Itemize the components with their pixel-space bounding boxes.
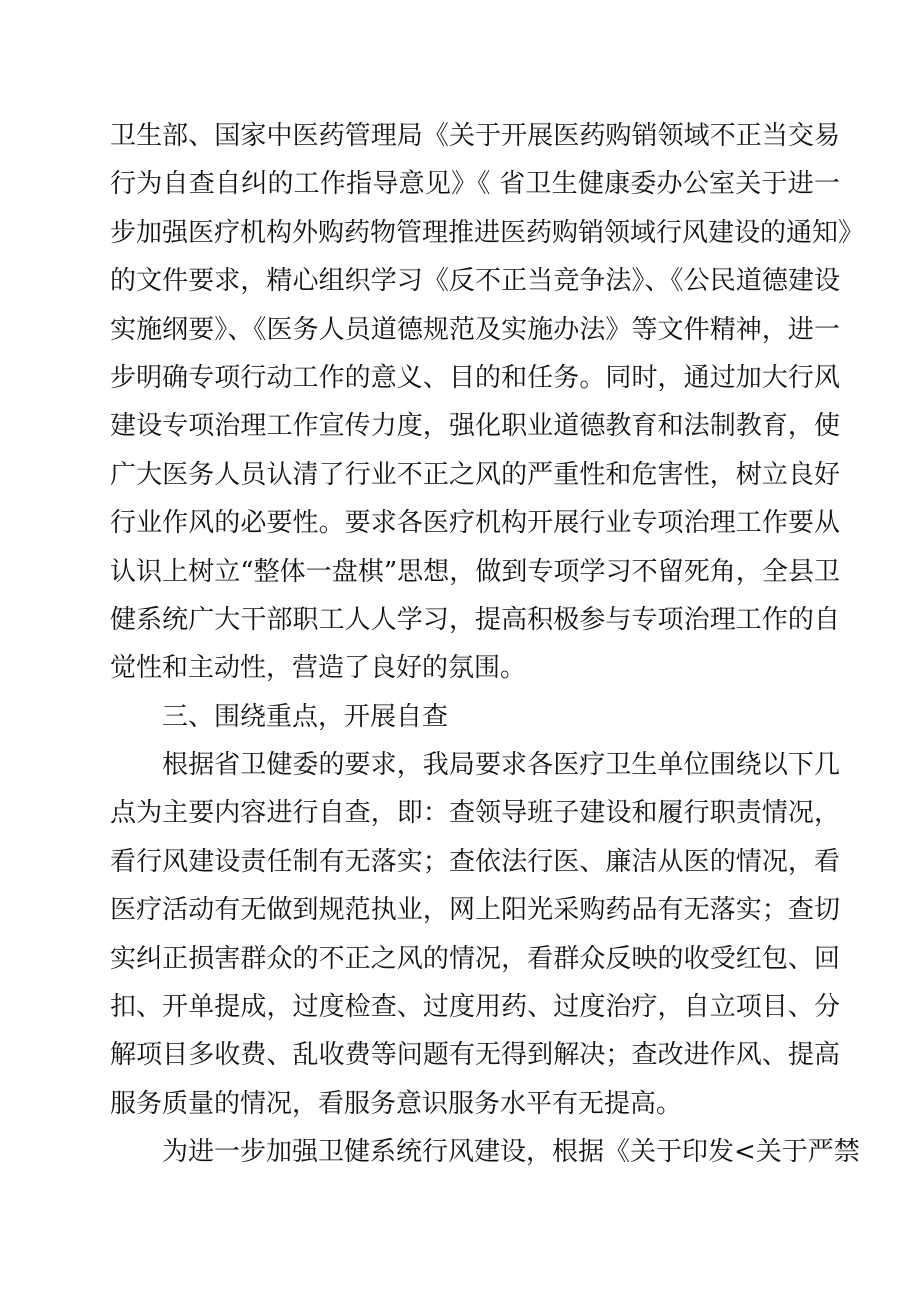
paragraph-1-line: 卫生部、国家中医药管理局《关于开展医药购销领域不正当交易 — [110, 121, 840, 151]
paragraph-1-line: 的文件要求，精心组织学习《反不正当竞争法》、《公民道德建设 — [110, 266, 840, 297]
paragraph-2-line: 实纠正损害群众的不正之风的情况，看群众反映的收受红包、回 — [110, 943, 840, 974]
paragraph-2-line: 医疗活动有无做到规范执业，网上阳光采购药品有无落实；查切 — [110, 895, 840, 926]
paragraph-2-line: 点为主要内容进行自查，即：查领导班子建设和履行职责情况， — [110, 798, 840, 829]
paragraph-1-line: 建设专项治理工作宣传力度，强化职业道德教育和法制教育，使 — [110, 411, 840, 442]
paragraph-1-line: 步加强医疗机构外购药物管理推进医药购销领域行风建设的通知》 — [110, 217, 865, 248]
paragraph-1-line: 广大医务人员认清了行业不正之风的严重性和危害性，树立良好 — [110, 459, 840, 490]
paragraph-2-line: 根据省卫健委的要求，我局要求各医疗卫生单位围绕以下几 — [162, 750, 840, 781]
paragraph-1-line: 步明确专项行动工作的意义、目的和任务。同时，通过加大行风 — [110, 362, 840, 393]
paragraph-3 — [110, 1128, 860, 1176]
paragraph-3-line: 为进一步加强卫健系统行风建设，根据《关于印发<关于严禁 — [162, 1137, 860, 1168]
paragraph-2-line: 服务质量的情况，看服务意识服务水平有无提高。 — [110, 1088, 683, 1119]
paragraph-1-line: 认识上树立“整体一盘棋”思想，做到专项学习不留死角，全县卫 — [110, 556, 840, 587]
paragraph-1 — [110, 112, 865, 693]
document-body — [110, 112, 865, 1177]
paragraph-1-line: 健系统广大干部职工人人学习，提高积极参与专项治理工作的自 — [110, 604, 840, 635]
paragraph-1-line: 觉性和主动性，营造了良好的氛围。 — [110, 653, 527, 684]
paragraph-1-line: 行为自查自纠的工作指导意见》《 省卫生健康委办公室关于进一 — [110, 169, 840, 200]
paragraph-2-line: 解项目多收费、乱收费等问题有无得到解决；查改进作风、提高 — [110, 1040, 840, 1071]
paragraph-2 — [110, 741, 840, 1128]
paragraph-2-line: 看行风建设责任制有无落实；查依法行医、廉洁从医的情况，看 — [110, 846, 840, 877]
paragraph-2-line: 扣、开单提成，过度检查、过度用药、过度治疗，自立项目、分 — [110, 992, 840, 1023]
paragraph-1-line: 行业作风的必要性。要求各医疗机构开展行业专项治理工作要从 — [110, 508, 840, 539]
section-heading: 三、围绕重点，开展自查 — [162, 701, 449, 732]
paragraph-1-line: 实施纲要》、《医务人员道德规范及实施办法》等文件精神，进一 — [110, 314, 840, 345]
